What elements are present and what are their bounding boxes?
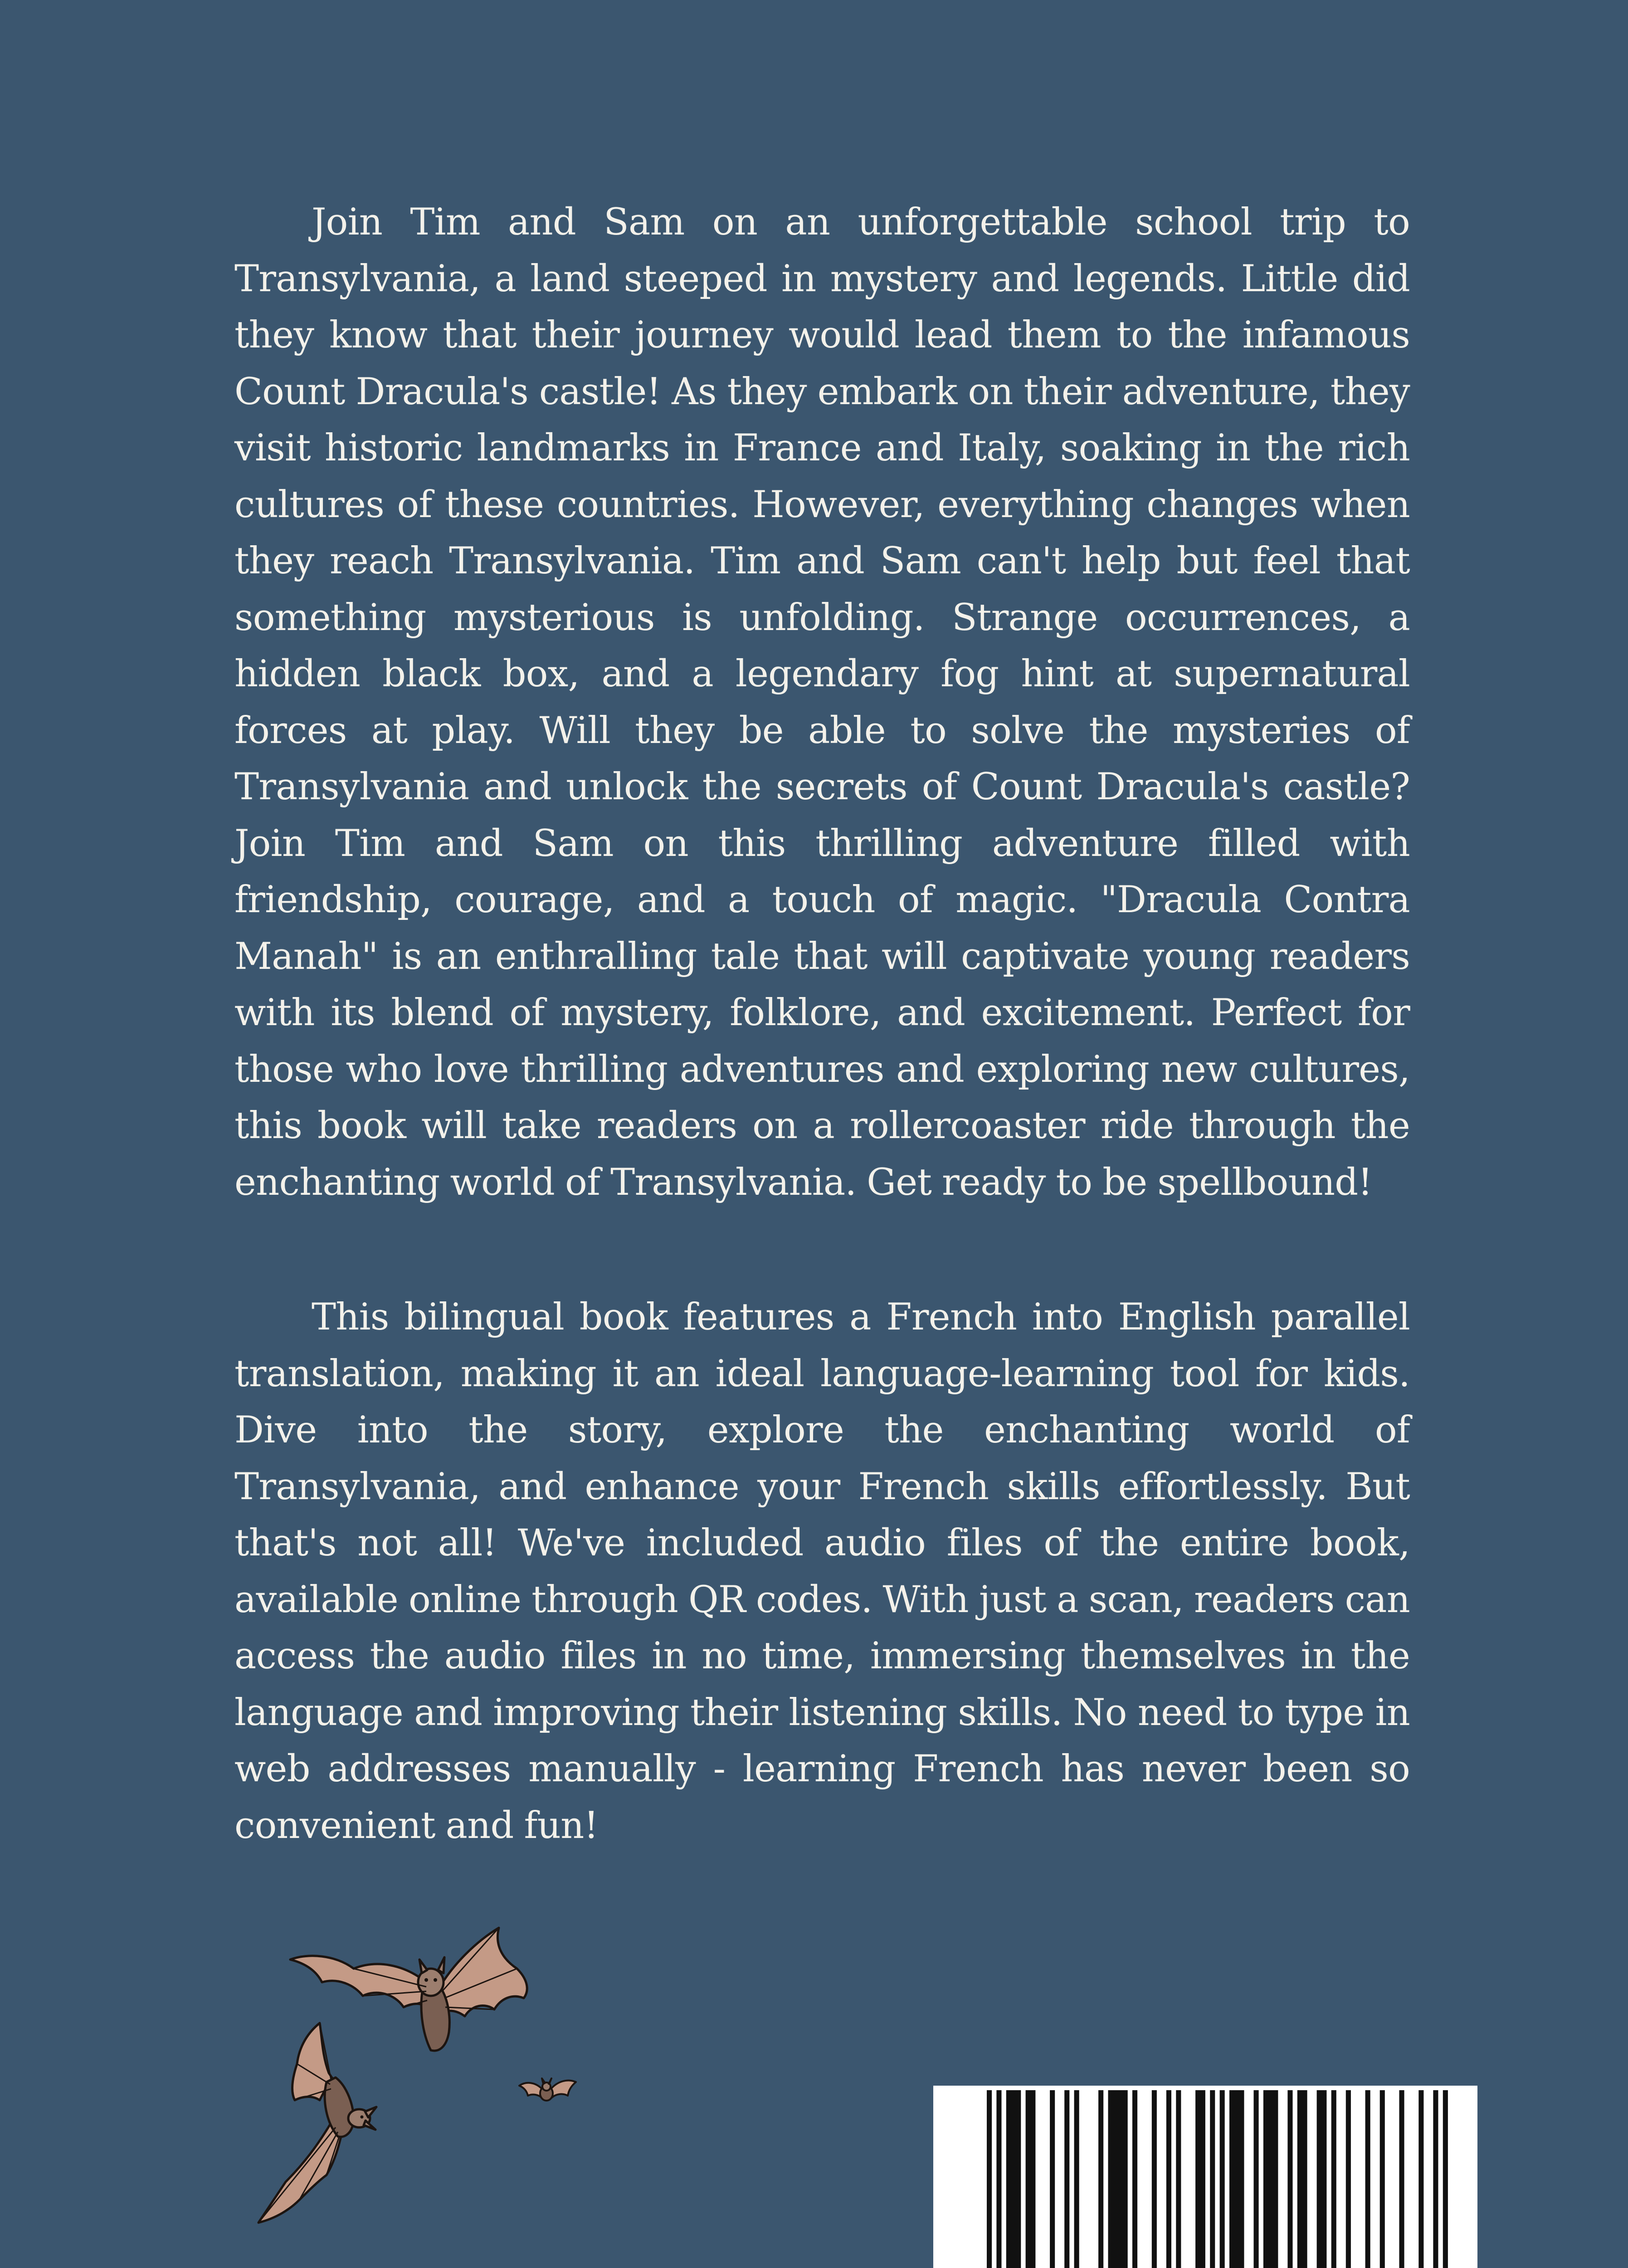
barcode-bar xyxy=(1118,2090,1123,2268)
barcode-bar xyxy=(1200,2090,1205,2268)
barcode-bar xyxy=(1152,2090,1157,2268)
barcode-bar xyxy=(1108,2090,1113,2268)
barcode-bar xyxy=(1220,2090,1225,2268)
blurb-paragraph-2-container xyxy=(234,1289,1410,1854)
barcode-bar xyxy=(1263,2090,1268,2268)
barcode-bar xyxy=(1321,2090,1326,2268)
bats-illustration-icon xyxy=(240,1910,603,2254)
barcode-bar xyxy=(1050,2090,1055,2268)
barcode-bar xyxy=(1229,2090,1234,2268)
blurb-paragraph-2: This bilingual book features a French into English parallel translation, making it an ideal language-learning tool for kids. Dive into the story, explore the enchanting world of Transylvania, and enhance your French skills effortlessly. But that's not all! We've included audio files of the entire book, available online through QR codes. With just a scan, readers can access the audio files in no time, immersing themselves in the language and improving their listening skills. No need to type in web addresses manually - learning French has never been so convenient and fun! xyxy=(234,1296,1410,1847)
barcode-bar xyxy=(1123,2090,1128,2268)
small-bat-icon xyxy=(519,2078,576,2101)
barcode-bar xyxy=(1443,2090,1448,2268)
barcode-bar xyxy=(1016,2090,1021,2268)
large-bat-icon xyxy=(290,1928,527,2051)
barcode-bar xyxy=(1026,2090,1031,2268)
barcode-bar xyxy=(1433,2090,1438,2268)
barcode-bar xyxy=(1132,2090,1137,2268)
barcode xyxy=(933,2086,1477,2268)
lower-bat-icon xyxy=(258,2023,376,2223)
barcode-bar xyxy=(1346,2090,1351,2268)
barcode-bar xyxy=(1030,2090,1035,2268)
barcode-bar xyxy=(1166,2090,1171,2268)
barcode-bar xyxy=(1418,2090,1423,2268)
barcode-bar xyxy=(1380,2090,1385,2268)
barcode-bar xyxy=(1074,2090,1079,2268)
barcode-bar xyxy=(1234,2090,1239,2268)
barcode-bar xyxy=(1254,2090,1259,2268)
blurb-paragraph-1: Join Tim and Sam on an unforgettable school trip to Transylvania, a land steeped in mystery and legends. Little did they know that their journey would lead them to the infamous Count Dracula's castle! As they embark on their adventure, they visit historic landmarks in France and Italy, soaking in the rich cultures of these countries. However, everything changes when they reach Transylvania. Tim and Sam can't help but feel that something mysterious is unfolding. Strange occurrences, a hidden black box, and a legendary fog hint at supernatural forces at play. Will they be able to solve the mysteries of Transylvania and unlock the secrets of Count Dracula's castle? Join Tim and Sam on this thrilling adventure filled with friendship, courage, and a touch of magic. "Dracula Contra Manah" is an enthralling tale that will captivate young readers with its blend of mystery, folklore, and excitement. Perfect for those who love thrilling adventures and exploring new cultures, this book will take readers on a rollercoaster ride through the enchanting world of Transylvania. Get ready to be spellbound! xyxy=(234,201,1410,1204)
barcode-bar xyxy=(1006,2090,1011,2268)
barcode-bar xyxy=(1064,2090,1069,2268)
barcode-bar xyxy=(1365,2090,1370,2268)
barcode-bar xyxy=(1302,2090,1307,2268)
barcode-bar xyxy=(987,2090,992,2268)
barcode-bar xyxy=(1239,2090,1244,2268)
barcode-bar xyxy=(1210,2090,1215,2268)
barcode-bar xyxy=(1331,2090,1336,2268)
barcode-bar xyxy=(1098,2090,1103,2268)
barcode-bar xyxy=(1176,2090,1181,2268)
barcode-bar xyxy=(1195,2090,1200,2268)
barcode-bar xyxy=(1011,2090,1016,2268)
barcode-bar xyxy=(1399,2090,1404,2268)
barcode-bar xyxy=(1297,2090,1302,2268)
barcode-bar xyxy=(1273,2090,1278,2268)
barcode-bar xyxy=(1287,2090,1292,2268)
blurb-paragraph-1-container xyxy=(234,194,1410,1211)
barcode-bar xyxy=(996,2090,1001,2268)
barcode-bar xyxy=(1317,2090,1322,2268)
barcode-bars xyxy=(933,2086,1477,2268)
barcode-bar xyxy=(1113,2090,1118,2268)
barcode-bar xyxy=(1268,2090,1273,2268)
